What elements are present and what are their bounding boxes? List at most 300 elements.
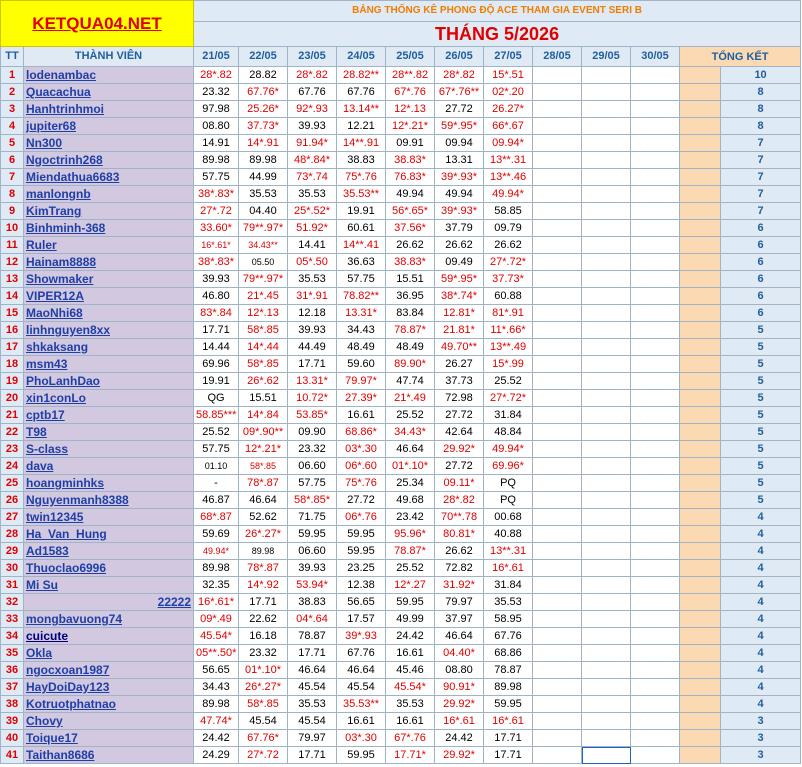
score-cell[interactable]: 49.94 [386,186,435,203]
score-cell[interactable]: 67.76 [484,628,533,645]
score-cell[interactable]: 28.82 [239,67,288,84]
empty-cell[interactable] [582,322,631,339]
empty-cell[interactable] [533,628,582,645]
score-cell[interactable]: 90.91* [435,679,484,696]
score-cell[interactable]: 56*.65* [386,203,435,220]
empty-cell[interactable] [631,390,680,407]
empty-cell[interactable] [582,441,631,458]
score-cell[interactable]: 15.51 [239,390,288,407]
score-cell[interactable]: 67*.76** [435,84,484,101]
empty-cell[interactable] [631,322,680,339]
empty-cell[interactable] [631,254,680,271]
score-cell[interactable]: 37.73* [239,118,288,135]
score-cell[interactable]: 59.95 [337,543,386,560]
score-cell[interactable]: 38.83* [386,254,435,271]
score-cell[interactable]: 27.72 [435,458,484,475]
score-cell[interactable]: 12*.13 [239,305,288,322]
empty-cell[interactable] [533,322,582,339]
member-link[interactable]: Miendathua6683 [24,169,194,186]
member-link[interactable]: manlongnb [24,186,194,203]
score-cell[interactable]: 09.49 [435,254,484,271]
empty-cell[interactable] [582,84,631,101]
member-link[interactable]: Thuoclao6996 [24,560,194,577]
score-cell[interactable]: 10.72* [288,390,337,407]
score-cell[interactable]: 79**.97* [239,220,288,237]
score-cell[interactable]: 28*.82 [435,67,484,84]
score-cell[interactable]: 16.61 [337,407,386,424]
empty-cell[interactable] [533,220,582,237]
empty-cell[interactable] [582,220,631,237]
score-cell[interactable]: 39*.93* [435,169,484,186]
score-cell[interactable]: 09*.49 [194,611,239,628]
score-cell[interactable]: 89.98 [484,679,533,696]
score-cell[interactable]: 34.43 [337,322,386,339]
empty-cell[interactable] [533,662,582,679]
member-link[interactable]: PhoLanhDao [24,373,194,390]
score-cell[interactable]: 16*.61 [484,713,533,730]
score-cell[interactable]: 05.50 [239,254,288,271]
empty-cell[interactable] [533,611,582,628]
score-cell[interactable]: 16.61 [337,713,386,730]
score-cell[interactable]: 16.61 [386,713,435,730]
score-cell[interactable]: 21.81* [435,322,484,339]
score-cell[interactable]: 01*.10* [386,458,435,475]
empty-cell[interactable] [582,713,631,730]
empty-cell[interactable] [631,509,680,526]
empty-cell[interactable] [631,237,680,254]
empty-cell[interactable] [582,611,631,628]
site-logo[interactable]: KETQUA04.NET [1,1,194,47]
empty-cell[interactable] [533,84,582,101]
score-cell[interactable]: 13.31 [435,152,484,169]
score-cell[interactable]: 46.64 [239,492,288,509]
score-cell[interactable]: 23.32 [239,645,288,662]
member-link[interactable]: Mi Su [24,577,194,594]
empty-cell[interactable] [582,730,631,747]
empty-cell[interactable] [631,730,680,747]
empty-cell[interactable] [631,373,680,390]
empty-cell[interactable] [582,356,631,373]
score-cell[interactable]: 13**.31 [484,543,533,560]
empty-cell[interactable] [533,475,582,492]
score-cell[interactable]: 51.92* [288,220,337,237]
score-cell[interactable]: 47.74* [194,713,239,730]
empty-cell[interactable] [582,458,631,475]
score-cell[interactable]: 78*.87 [239,475,288,492]
score-cell[interactable]: 01.10 [194,458,239,475]
score-cell[interactable]: 15*.51 [484,67,533,84]
member-link[interactable]: Quacachua [24,84,194,101]
empty-cell[interactable] [631,118,680,135]
score-cell[interactable]: 14**.41 [337,237,386,254]
score-cell[interactable]: 73*.74 [288,169,337,186]
score-cell[interactable]: 49.94* [484,186,533,203]
empty-cell[interactable] [582,186,631,203]
member-link[interactable]: 22222 [24,594,194,611]
empty-cell[interactable] [533,67,582,84]
empty-cell[interactable] [582,543,631,560]
member-link[interactable]: Hainam8888 [24,254,194,271]
member-link[interactable]: VIPER12A [24,288,194,305]
score-cell[interactable]: 23.25 [337,560,386,577]
empty-cell[interactable] [533,373,582,390]
score-cell[interactable]: 49.94* [484,441,533,458]
score-cell[interactable]: 59.95 [337,526,386,543]
score-cell[interactable]: 26*.27* [239,679,288,696]
score-cell[interactable]: 21*.45 [239,288,288,305]
score-cell[interactable]: 01*.10* [239,662,288,679]
score-cell[interactable]: 28.82** [337,67,386,84]
score-cell[interactable]: 79.97* [337,373,386,390]
score-cell[interactable]: 06*.60 [337,458,386,475]
score-cell[interactable]: 16*.61* [194,594,239,611]
empty-cell[interactable] [631,560,680,577]
member-link[interactable]: lodenambac [24,67,194,84]
score-cell[interactable]: 79**.97* [239,271,288,288]
score-cell[interactable]: 46.64 [386,441,435,458]
empty-cell[interactable] [582,152,631,169]
score-cell[interactable]: 33.60* [194,220,239,237]
member-link[interactable]: Kotruotphatnao [24,696,194,713]
score-cell[interactable]: 78*.87 [239,560,288,577]
empty-cell[interactable] [631,526,680,543]
score-cell[interactable]: 81*.91 [484,305,533,322]
empty-cell[interactable] [631,152,680,169]
score-cell[interactable]: 25.52 [386,560,435,577]
empty-cell[interactable] [533,254,582,271]
score-cell[interactable]: 56.65 [194,662,239,679]
score-cell[interactable]: 89.98 [239,543,288,560]
empty-cell[interactable] [582,203,631,220]
score-cell[interactable]: 47.74 [386,373,435,390]
score-cell[interactable]: 27.72 [337,492,386,509]
empty-cell[interactable] [533,679,582,696]
empty-cell[interactable] [533,356,582,373]
score-cell[interactable]: 80.81* [435,526,484,543]
empty-cell[interactable] [582,135,631,152]
score-cell[interactable]: 34.43** [239,237,288,254]
score-cell[interactable]: 13.31* [337,305,386,322]
score-cell[interactable]: 28*.82 [194,67,239,84]
score-cell[interactable]: 35.53 [288,186,337,203]
score-cell[interactable]: 71.75 [288,509,337,526]
score-cell[interactable]: 83*.84 [194,305,239,322]
score-cell[interactable]: 24.42 [386,628,435,645]
empty-cell[interactable] [533,577,582,594]
score-cell[interactable]: 03*.30 [337,730,386,747]
member-link[interactable]: Chovy [24,713,194,730]
score-cell[interactable]: 17.71 [194,322,239,339]
score-cell[interactable]: 68.86 [484,645,533,662]
score-cell[interactable]: 17.71 [239,594,288,611]
empty-cell[interactable] [533,237,582,254]
score-cell[interactable]: 35.53 [239,186,288,203]
score-cell[interactable]: 59.95 [484,696,533,713]
empty-cell[interactable] [631,169,680,186]
score-cell[interactable]: 14**.91 [337,135,386,152]
empty-cell[interactable] [582,288,631,305]
score-cell[interactable]: 97.98 [194,101,239,118]
score-cell[interactable]: PQ [484,475,533,492]
score-cell[interactable]: 09.11* [435,475,484,492]
member-link[interactable]: Ruler [24,237,194,254]
empty-cell[interactable] [533,271,582,288]
empty-cell[interactable] [533,492,582,509]
empty-cell[interactable] [533,169,582,186]
score-cell[interactable]: 24.29 [194,747,239,764]
score-cell[interactable]: 09*.90** [239,424,288,441]
member-link[interactable]: twin12345 [24,509,194,526]
score-cell[interactable]: 48.49 [386,339,435,356]
score-cell[interactable]: 45.54* [386,679,435,696]
score-cell[interactable]: 12.21 [337,118,386,135]
score-cell[interactable]: 53.85* [288,407,337,424]
score-cell[interactable]: 16.18 [239,628,288,645]
score-cell[interactable]: 19.91 [337,203,386,220]
empty-cell[interactable] [533,730,582,747]
empty-cell[interactable] [533,305,582,322]
score-cell[interactable]: 19.91 [194,373,239,390]
empty-cell[interactable] [582,237,631,254]
member-link[interactable]: linhnguyen8xx [24,322,194,339]
score-cell[interactable]: 67*.76 [386,730,435,747]
score-cell[interactable]: 29.92* [435,747,484,764]
score-cell[interactable]: 57.75 [194,441,239,458]
empty-cell[interactable] [582,662,631,679]
empty-cell[interactable] [631,271,680,288]
score-cell[interactable]: 35.53 [386,696,435,713]
score-cell[interactable]: 49.94 [435,186,484,203]
score-cell[interactable]: 45.54 [239,713,288,730]
score-cell[interactable]: 26.62 [484,237,533,254]
score-cell[interactable]: 16.61 [386,645,435,662]
score-cell[interactable]: 34.43 [194,679,239,696]
score-cell[interactable]: 22.62 [239,611,288,628]
score-cell[interactable]: 16*.61 [484,560,533,577]
score-cell[interactable]: 48*.84* [288,152,337,169]
score-cell[interactable]: 39*.93 [337,628,386,645]
score-cell[interactable]: 37.97 [435,611,484,628]
score-cell[interactable]: 26*.27* [239,526,288,543]
score-cell[interactable]: 26*.62 [239,373,288,390]
score-cell[interactable]: 09.94 [435,135,484,152]
empty-cell[interactable] [582,271,631,288]
score-cell[interactable]: 45.54 [337,679,386,696]
score-cell[interactable]: 12*.27 [386,577,435,594]
empty-cell[interactable] [582,169,631,186]
score-cell[interactable]: 38*.83* [194,186,239,203]
empty-cell[interactable] [631,67,680,84]
score-cell[interactable]: 68*.87 [194,509,239,526]
score-cell[interactable]: 58.85*** [194,407,239,424]
empty-cell[interactable] [582,696,631,713]
score-cell[interactable]: 31.84 [484,577,533,594]
score-cell[interactable]: 76.83* [386,169,435,186]
score-cell[interactable]: 67.76 [337,645,386,662]
score-cell[interactable]: 39.93 [288,560,337,577]
empty-cell[interactable] [533,186,582,203]
score-cell[interactable]: 44.49 [288,339,337,356]
score-cell[interactable]: 35.53 [288,696,337,713]
score-cell[interactable]: 09.94* [484,135,533,152]
empty-cell[interactable] [533,509,582,526]
score-cell[interactable]: 67.76* [239,730,288,747]
empty-cell[interactable] [582,339,631,356]
score-cell[interactable]: 14.91 [194,135,239,152]
member-link[interactable]: Ha_Van_Hung [24,526,194,543]
member-link[interactable]: cuicute [24,628,194,645]
score-cell[interactable]: 37.73 [435,373,484,390]
score-cell[interactable]: 67.76 [288,84,337,101]
empty-cell[interactable] [582,390,631,407]
score-cell[interactable]: 25.26* [239,101,288,118]
score-cell[interactable]: 79.97 [288,730,337,747]
member-link[interactable]: shkaksang [24,339,194,356]
empty-cell[interactable] [582,509,631,526]
score-cell[interactable]: 03*.30 [337,441,386,458]
empty-cell[interactable] [533,645,582,662]
score-cell[interactable]: QG [194,390,239,407]
score-cell[interactable]: 26.62 [386,237,435,254]
empty-cell[interactable] [533,203,582,220]
score-cell[interactable]: 12.38 [337,577,386,594]
score-cell[interactable]: 69.96 [194,356,239,373]
score-cell[interactable]: 12*.21* [239,441,288,458]
score-cell[interactable]: 39*.93* [435,203,484,220]
score-cell[interactable]: 46.64 [288,662,337,679]
member-link[interactable]: T98 [24,424,194,441]
empty-cell[interactable] [631,747,680,764]
score-cell[interactable]: 75*.76 [337,169,386,186]
empty-cell[interactable] [631,475,680,492]
score-cell[interactable]: 13.31* [288,373,337,390]
score-cell[interactable]: 58*.85 [239,322,288,339]
score-cell[interactable]: 14*.92 [239,577,288,594]
score-cell[interactable]: 89.98 [194,696,239,713]
score-cell[interactable]: 58*.85 [239,356,288,373]
empty-cell[interactable] [582,628,631,645]
score-cell[interactable]: 17.71 [484,730,533,747]
empty-cell[interactable] [631,628,680,645]
score-cell[interactable]: 06.60 [288,458,337,475]
score-cell[interactable]: 35.53 [484,594,533,611]
empty-cell[interactable] [582,101,631,118]
score-cell[interactable]: 72.98 [435,390,484,407]
score-cell[interactable]: 05*.50 [288,254,337,271]
score-cell[interactable]: 60.88 [484,288,533,305]
score-cell[interactable]: 78.87* [386,543,435,560]
score-cell[interactable]: 00.68 [484,509,533,526]
score-cell[interactable]: 78.87* [386,322,435,339]
empty-cell[interactable] [582,492,631,509]
empty-cell[interactable] [533,526,582,543]
member-link[interactable]: Ngoctrinh268 [24,152,194,169]
empty-cell[interactable] [631,696,680,713]
score-cell[interactable]: 52.62 [239,509,288,526]
empty-cell[interactable] [631,407,680,424]
empty-cell[interactable] [533,747,582,764]
score-cell[interactable]: 23.42 [386,509,435,526]
empty-cell[interactable] [533,441,582,458]
score-cell[interactable]: 59.95 [288,526,337,543]
member-link[interactable]: cptb17 [24,407,194,424]
member-link[interactable]: MaoNhi68 [24,305,194,322]
empty-cell[interactable] [631,305,680,322]
score-cell[interactable]: 58.95 [484,611,533,628]
empty-cell[interactable] [631,543,680,560]
score-cell[interactable]: 45.54* [194,628,239,645]
score-cell[interactable]: 37.79 [435,220,484,237]
score-cell[interactable]: 56.65 [337,594,386,611]
score-cell[interactable]: 31*.91 [288,288,337,305]
empty-cell[interactable] [533,543,582,560]
score-cell[interactable]: 27.72 [435,101,484,118]
score-cell[interactable]: 26.27 [435,356,484,373]
score-cell[interactable]: 32.35 [194,577,239,594]
score-cell[interactable]: 78.82** [337,288,386,305]
empty-cell[interactable] [582,424,631,441]
score-cell[interactable]: 16*.61 [435,713,484,730]
score-cell[interactable]: 95.96* [386,526,435,543]
member-link[interactable]: jupiter68 [24,118,194,135]
score-cell[interactable]: 45.46 [386,662,435,679]
score-cell[interactable]: 38.83 [288,594,337,611]
empty-cell[interactable] [631,220,680,237]
empty-cell[interactable] [582,577,631,594]
score-cell[interactable]: 38.83 [337,152,386,169]
score-cell[interactable]: 38*.74* [435,288,484,305]
empty-cell[interactable] [631,713,680,730]
score-cell[interactable]: 17.71 [288,645,337,662]
score-cell[interactable]: 08.80 [435,662,484,679]
score-cell[interactable]: 14*.84 [239,407,288,424]
score-cell[interactable]: 04*.64 [288,611,337,628]
score-cell[interactable]: 35.53** [337,696,386,713]
score-cell[interactable]: 49.70** [435,339,484,356]
empty-cell[interactable] [582,560,631,577]
score-cell[interactable]: 05**.50* [194,645,239,662]
score-cell[interactable]: 12*.21* [386,118,435,135]
empty-cell[interactable] [631,288,680,305]
score-cell[interactable]: 68.86* [337,424,386,441]
score-cell[interactable]: 38.83* [386,152,435,169]
score-cell[interactable]: 46.64 [337,662,386,679]
member-link[interactable]: Nn300 [24,135,194,152]
score-cell[interactable]: 25.52 [484,373,533,390]
empty-cell[interactable] [631,645,680,662]
empty-cell[interactable] [582,407,631,424]
score-cell[interactable]: 28*.82 [288,67,337,84]
score-cell[interactable]: 28**.82 [386,67,435,84]
member-link[interactable]: Hanhtrinhmoi [24,101,194,118]
score-cell[interactable]: 21*.49 [386,390,435,407]
empty-cell[interactable] [631,492,680,509]
member-link[interactable]: Ad1583 [24,543,194,560]
empty-cell[interactable] [582,118,631,135]
score-cell[interactable]: 14*.91 [239,135,288,152]
score-cell[interactable]: 44.99 [239,169,288,186]
score-cell[interactable]: 27*.72 [239,747,288,764]
score-cell[interactable]: 28*.82 [435,492,484,509]
score-cell[interactable]: 23.32 [288,441,337,458]
score-cell[interactable]: 67*.76 [386,84,435,101]
member-link[interactable]: Okla [24,645,194,662]
score-cell[interactable]: 75*.76 [337,475,386,492]
score-cell[interactable]: 40.88 [484,526,533,543]
score-cell[interactable]: 11*.66* [484,322,533,339]
score-cell[interactable]: 67.76 [337,84,386,101]
score-cell[interactable]: 48.49 [337,339,386,356]
